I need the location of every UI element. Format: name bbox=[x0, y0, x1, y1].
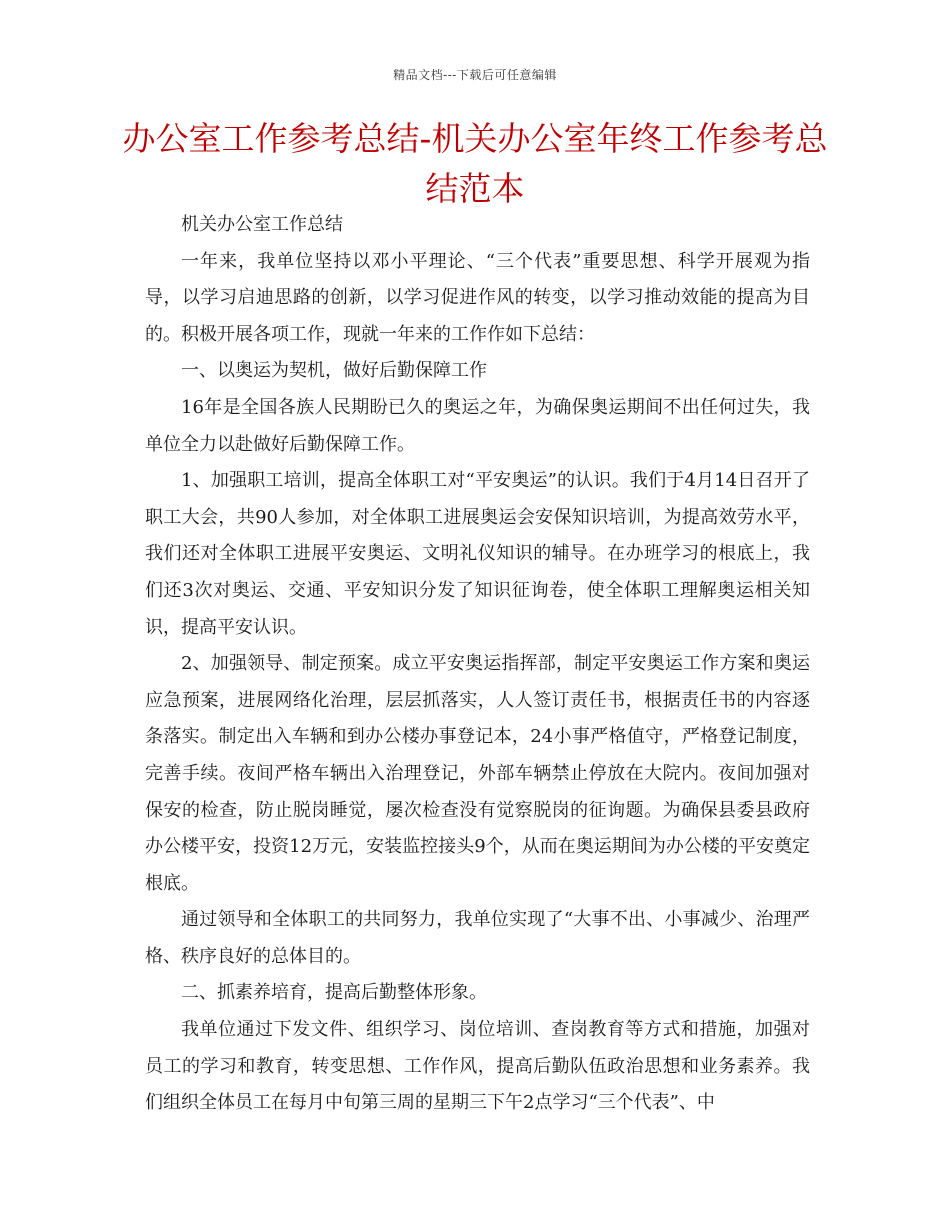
subheading: 机关办公室工作总结 bbox=[181, 214, 343, 235]
paragraph: 我单位通过下发文件、组织学习、岗位培训、查岗教育等方式和措施，加强对员工的学习和教育，转变思想、工作作风，提高后勤队伍政治思想和业务素养。我们组织全体员工在每月中旬第三周的星期三下午2点学习“三个代表”、中 bbox=[145, 1019, 810, 1114]
paragraph: 一年来，我单位坚持以邓小平理论、“三个代表”重要思想、科学开展观为指导，以学习启迪思路的创新，以学习促进作风的转变，以学习推动效能的提高为目的。积极开展各项工作，现就一年来的工作作如下总结： bbox=[145, 250, 810, 345]
section-heading: 二、抓素养培育，提高后勤整体形象。 bbox=[181, 982, 487, 1004]
document-title: 办公室工作参考总结-机关办公室年终工作参考总结范本 bbox=[122, 119, 828, 208]
paragraph: 2、加强领导、制定预案。成立平安奥运指挥部，制定平安奥运工作方案和奥运应急预案，进展网络化治理，层层抓落实，人人签订责任书，根据责任书的内容逐条落实。制定出入车辆和到办公楼办事登记本，24小事严格值守，严格登记制度，完善手续。夜间严格车辆出入治理登记，外部车辆禁止停放在大院内。夜间加强对保安的检查，防止脱岗睡觉，屡次检查没有觉察脱岗的征询题。为确保县委县政府办公楼平安，投资12万元，安装监控接头9个，从而在奥运期间为办公楼的平安奠定根底。 bbox=[145, 653, 810, 894]
paragraph: 16年是全国各族人民期盼已久的奥运之年，为确保奥运期间不出任何过失，我单位全力以赴做好后勤保障工作。 bbox=[145, 396, 810, 455]
paragraph: 通过领导和全体职工的共同努力，我单位实现了“大事不出、小事减少、治理严格、秩序良好的总体目的。 bbox=[145, 909, 810, 967]
section-heading: 一、以奥运为契机，做好后勤保障工作 bbox=[181, 360, 487, 382]
header-note: 精品文档---下载后可任意编辑 bbox=[393, 68, 557, 82]
paragraph: 1、加强职工培训，提高全体职工对“平安奥运”的认识。我们于4月14日召开了职工大会，共90人参加，对全体职工进展奥运会安保知识培训，为提高效劳水平，我们还对全体职工进展平安奥运、文明礼仪知识的辅导。在办班学习的根底上，我们还3次对奥运、交通、平安知识分发了知识征询卷，使全体职工理解奥运相关知识，提高平安认识。 bbox=[145, 470, 810, 638]
document-body bbox=[145, 207, 810, 1122]
